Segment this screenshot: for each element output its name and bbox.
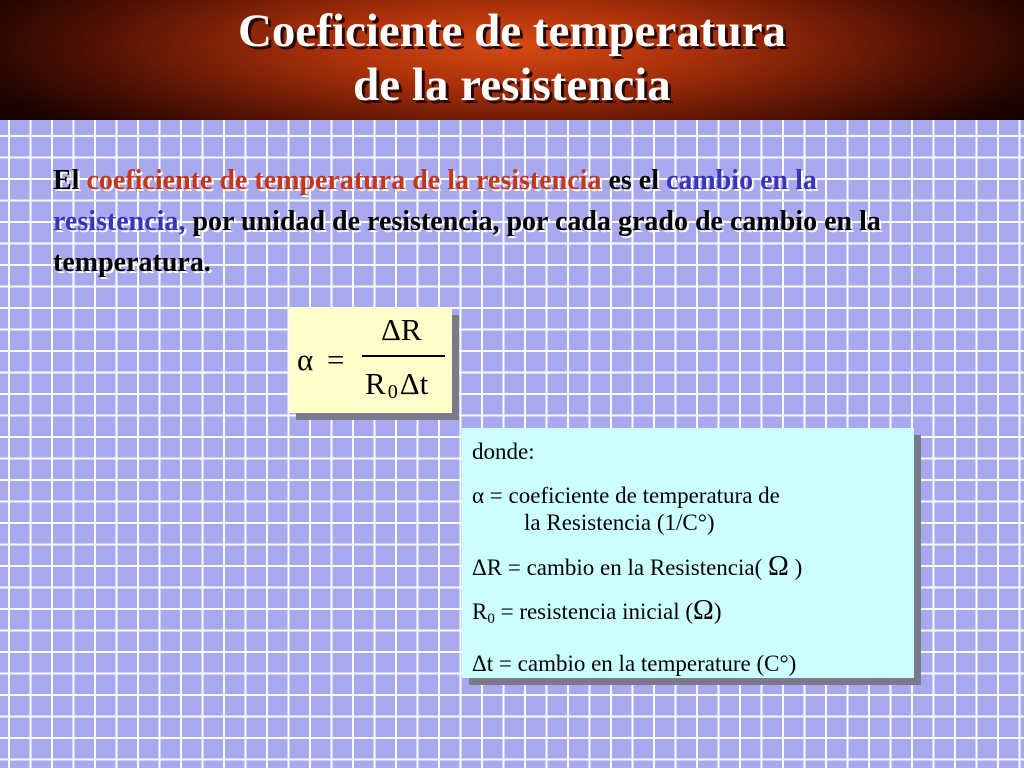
slide-title-line2: de la resistencia [353, 59, 671, 111]
intro-paragraph [53, 160, 933, 283]
slide-title [0, 4, 1024, 112]
definition-delta-r-close: ) [788, 555, 803, 580]
intro-text-1: El [53, 165, 87, 196]
title-banner [0, 0, 1024, 120]
formula-den-dt: Δt [399, 366, 429, 401]
formula-alpha: α [297, 342, 314, 377]
intro-text-3: por unidad de resistencia, por cada grado de cambio en la temperatura. [53, 206, 881, 278]
intro-highlight-term: coeficiente de temperatura de la resistencia [86, 165, 602, 196]
formula-denominator [365, 366, 428, 404]
definitions-box [462, 428, 914, 678]
intro-highlight-change: cambio en la resistencia, [53, 165, 817, 237]
omega-icon: Ω [768, 551, 789, 582]
definition-r0-text: = resistencia inicial ( [494, 599, 694, 624]
definition-alpha [472, 482, 914, 536]
formula-box [289, 308, 452, 413]
slide-title-line1: Coeficiente de temperatura [237, 5, 787, 57]
omega-icon: Ω [693, 595, 714, 626]
formula-fraction-bar [362, 355, 445, 357]
definition-r0-sub: 0 [487, 611, 495, 627]
formula-den-r: R [365, 366, 386, 401]
definition-r0-symbol: R [472, 599, 488, 624]
definitions-heading: donde: [472, 439, 535, 464]
definition-alpha-line1: α = coeficiente de temperatura de [472, 483, 780, 508]
definition-delta-r [472, 551, 914, 582]
definition-delta-r-text: ΔR = cambio en la Resistencia( [472, 555, 769, 580]
definition-delta-t: Δt = cambio en la temperature (C°) [472, 651, 797, 676]
intro-text-2: es el [601, 165, 666, 196]
definition-r0-close: ) [713, 599, 722, 624]
formula-equals: = [327, 342, 345, 377]
definition-r0 [472, 595, 914, 633]
definition-alpha-line2: la Resistencia (1/C°) [524, 510, 715, 535]
formula-den-sub: 0 [387, 381, 398, 403]
formula-numerator: ΔR [381, 312, 422, 347]
